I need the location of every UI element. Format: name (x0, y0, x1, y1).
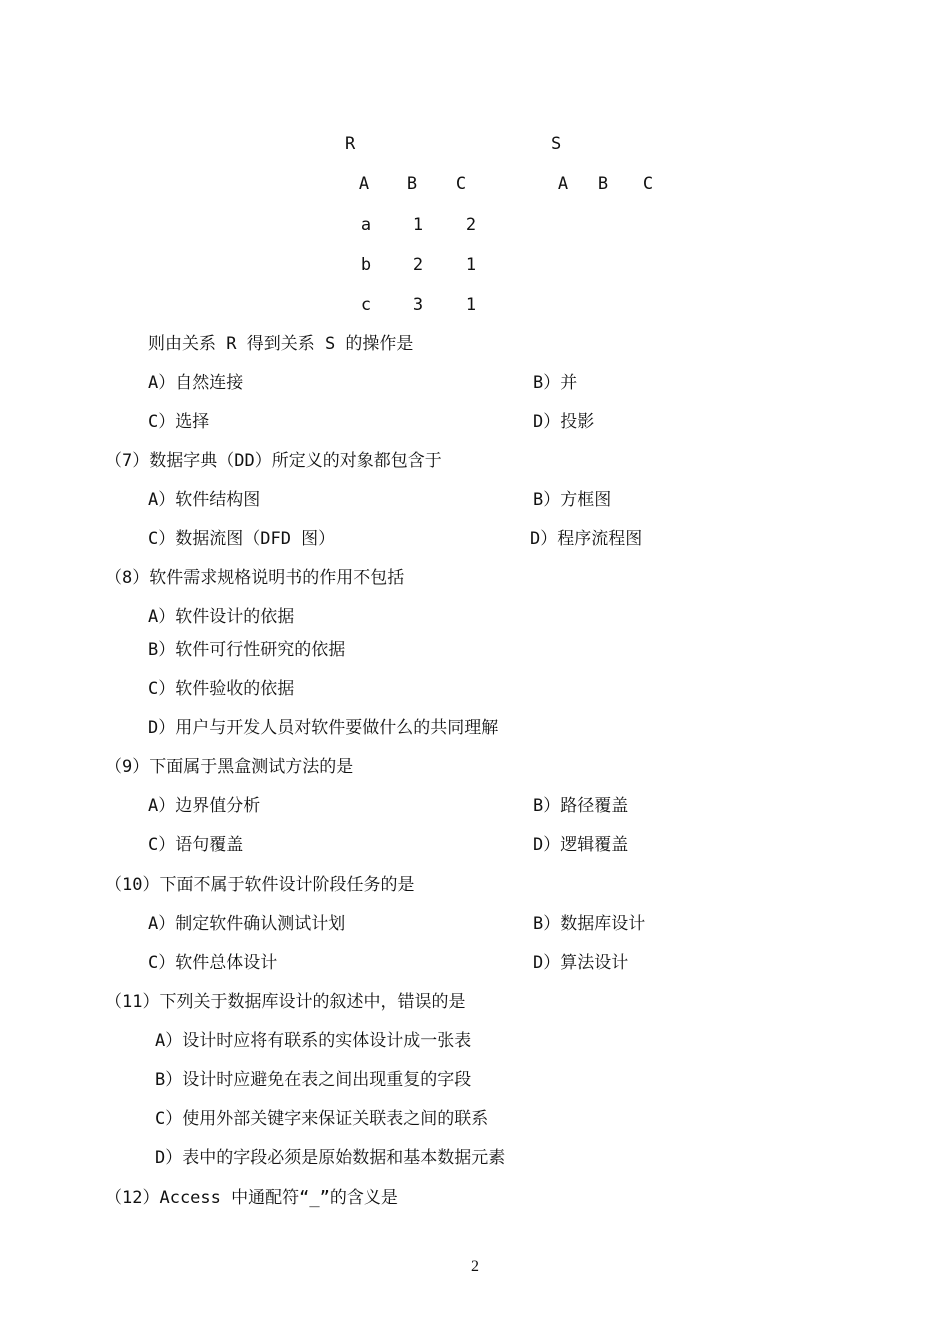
relation-r-cell: 1 (465, 255, 477, 275)
q7-option-a: A）软件结构图 (148, 490, 261, 510)
relation-r-cell: 3 (412, 295, 424, 315)
relation-r-cell: 2 (465, 215, 477, 235)
q6-option-d: D）投影 (533, 412, 595, 432)
q8-option-b: B）软件可行性研究的依据 (148, 640, 346, 660)
q8-option-a: A）软件设计的依据 (148, 607, 295, 627)
q11-option-c: C）使用外部关键字来保证关联表之间的联系 (155, 1109, 489, 1129)
q12-stem: （12）Access 中通配符“_”的含义是 (105, 1188, 398, 1208)
page-number: 2 (471, 1258, 479, 1275)
q10-option-b: B）数据库设计 (533, 914, 646, 934)
relation-s-name: S (551, 134, 562, 154)
relation-r-cell: b (360, 255, 372, 275)
q11-option-a: A）设计时应将有联系的实体设计成一张表 (155, 1031, 472, 1051)
relation-r-header-b: B (406, 174, 418, 194)
q8-option-c: C）软件验收的依据 (148, 679, 295, 699)
relation-r-header-c: C (455, 174, 467, 194)
q7-option-c: C）数据流图（DFD 图） (148, 529, 336, 549)
relation-s-header-c: C (642, 174, 654, 194)
q7-stem: （7）数据字典（DD）所定义的对象都包含于 (105, 451, 442, 471)
q9-option-b: B）路径覆盖 (533, 796, 629, 816)
relation-r-cell: a (360, 215, 372, 235)
q9-option-d: D）逻辑覆盖 (533, 835, 629, 855)
q9-option-c: C）语句覆盖 (148, 835, 244, 855)
q9-stem: （9）下面属于黑盒测试方法的是 (105, 757, 354, 777)
relation-r-name: R (345, 134, 356, 154)
relation-r-header-a: A (358, 174, 370, 194)
relation-r-cell: 1 (465, 295, 477, 315)
q6-option-c: C）选择 (148, 412, 210, 432)
q10-option-c: C）软件总体设计 (148, 953, 278, 973)
q6-option-a: A）自然连接 (148, 373, 244, 393)
q11-option-b: B）设计时应避免在表之间出现重复的字段 (155, 1070, 472, 1090)
q10-stem: （10）下面不属于软件设计阶段任务的是 (105, 875, 415, 895)
relation-s-header-a: A (557, 174, 569, 194)
q6-option-b: B）并 (533, 373, 578, 393)
q10-option-d: D）算法设计 (533, 953, 629, 973)
relation-r-cell: 2 (412, 255, 424, 275)
q11-option-d: D）表中的字段必须是原始数据和基本数据元素 (155, 1148, 506, 1168)
q11-stem: （11）下列关于数据库设计的叙述中，错误的是 (105, 992, 466, 1012)
relation-r-cell: c (360, 295, 372, 315)
q9-option-a: A）边界值分析 (148, 796, 261, 816)
q8-option-d: D）用户与开发人员对软件要做什么的共同理解 (148, 718, 499, 738)
q8-stem: （8）软件需求规格说明书的作用不包括 (105, 568, 405, 588)
q7-option-b: B）方框图 (533, 490, 612, 510)
q10-option-a: A）制定软件确认测试计划 (148, 914, 346, 934)
relation-r-cell: 1 (412, 215, 424, 235)
q6-stem: 则由关系 R 得到关系 S 的操作是 (148, 334, 414, 354)
q7-option-d: D）程序流程图 (530, 529, 643, 549)
relation-s-header-b: B (597, 174, 609, 194)
